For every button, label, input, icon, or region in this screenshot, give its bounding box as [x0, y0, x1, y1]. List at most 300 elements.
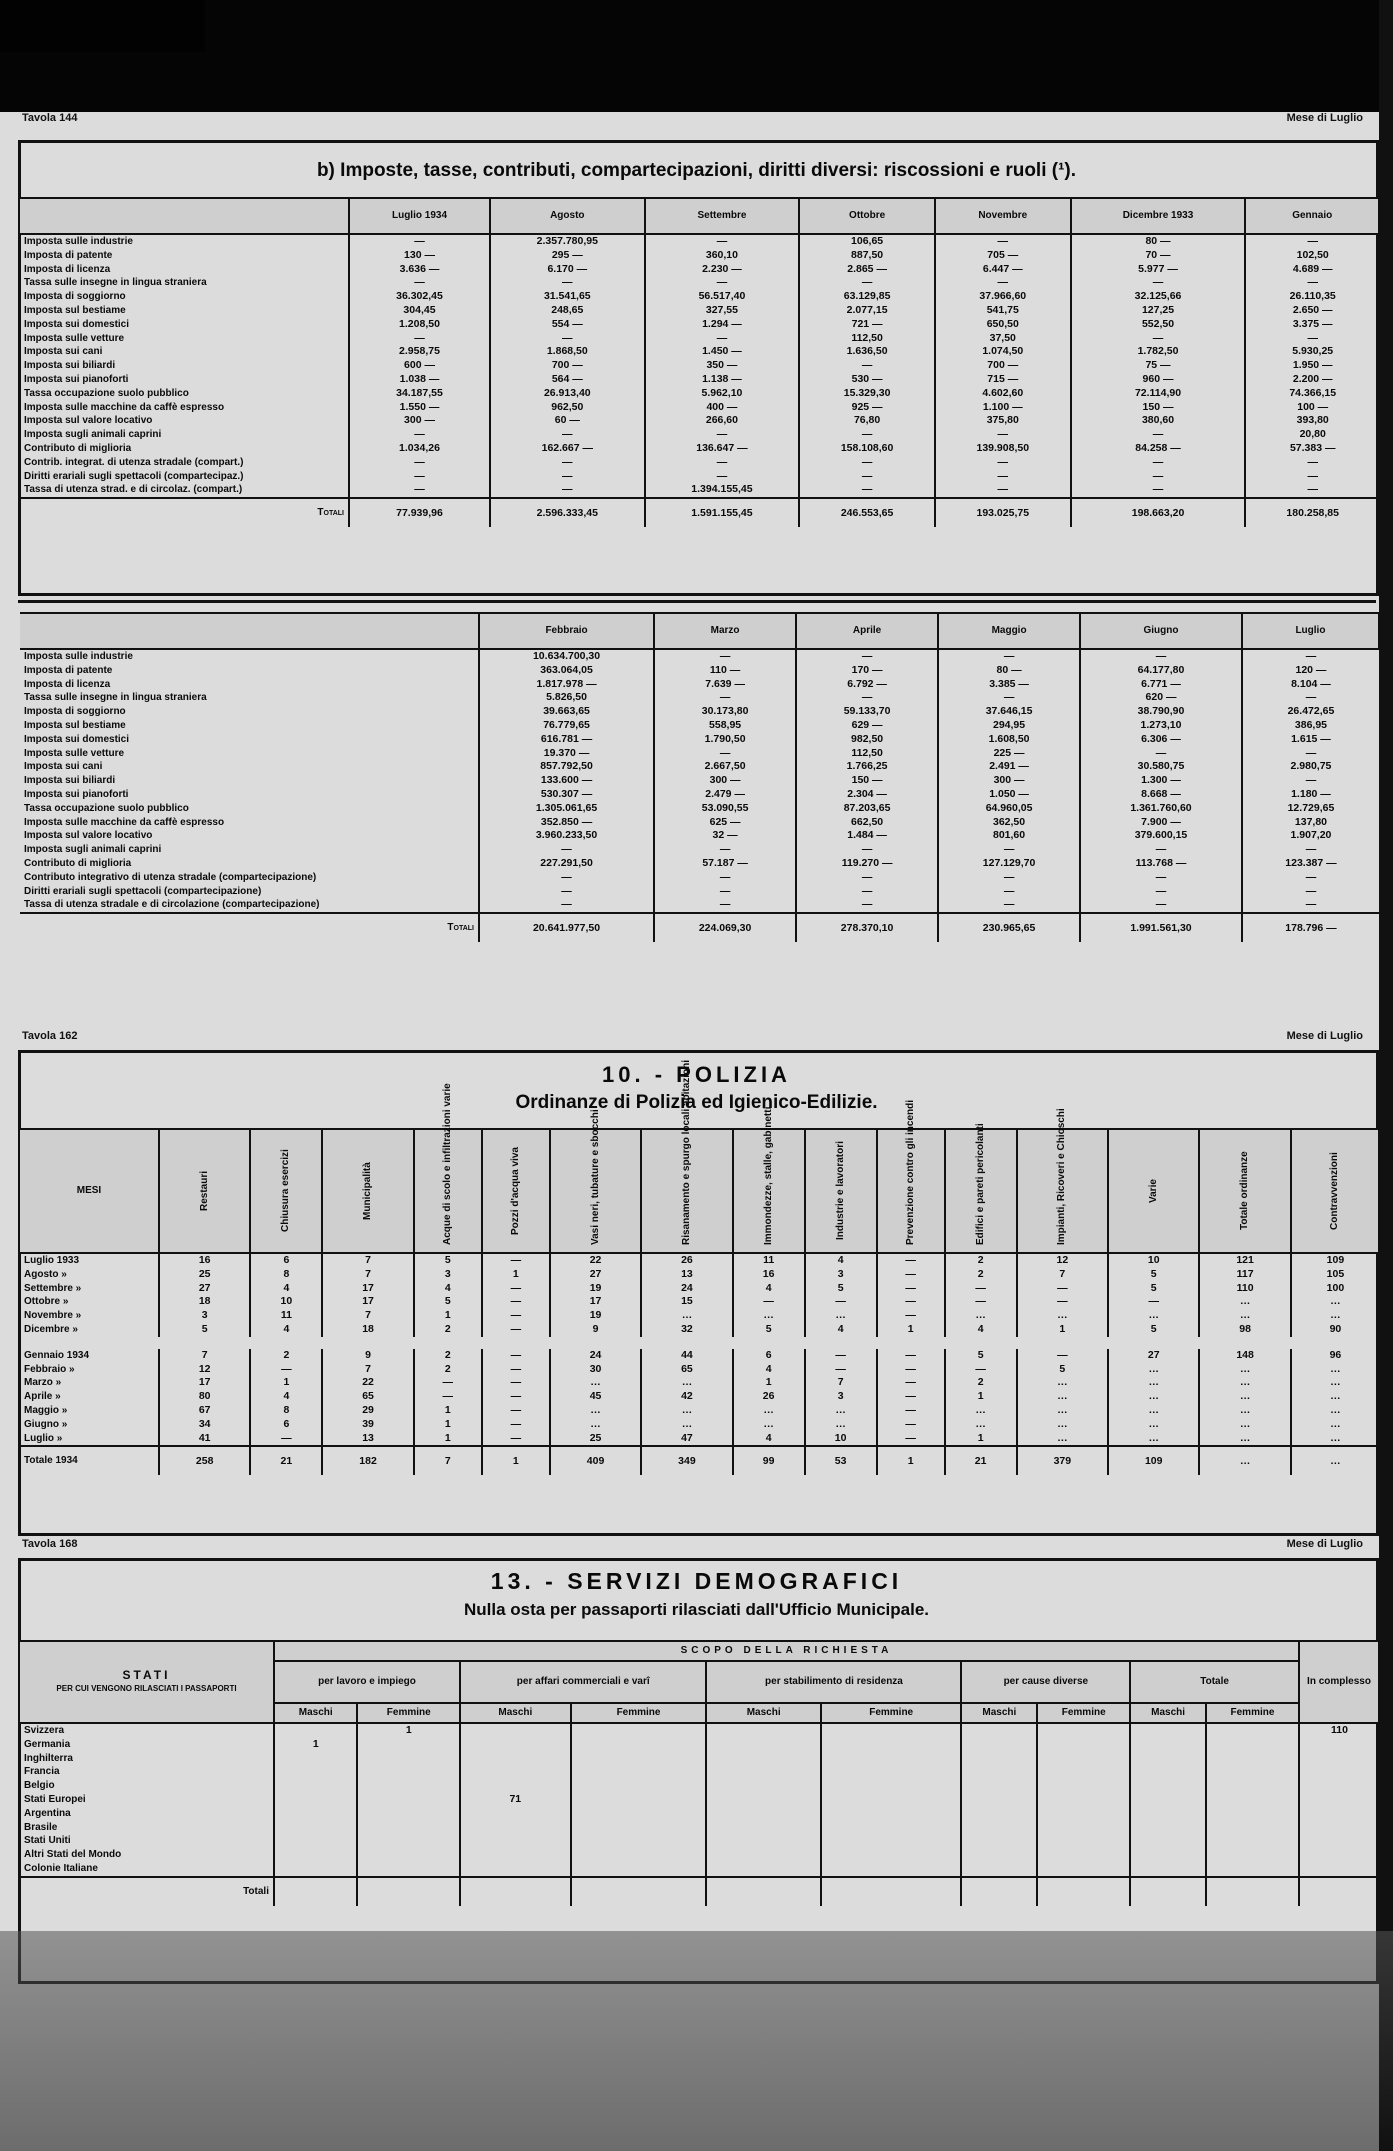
- table-row: [20, 843, 1379, 857]
- cell-value: [1206, 1779, 1299, 1793]
- cell-value: 1: [945, 1390, 1017, 1404]
- cell-value: 2.304 —: [796, 788, 938, 802]
- cell-value: [1206, 1793, 1299, 1807]
- cell-value: [460, 1862, 571, 1877]
- table-row: [20, 774, 1379, 788]
- table-row: [20, 664, 1379, 678]
- cell-value: 37,50: [935, 332, 1071, 346]
- cell-value: [1037, 1834, 1130, 1848]
- table1-col-header: Ottobre: [799, 198, 935, 234]
- cell-value: 47: [641, 1432, 732, 1447]
- cell-value: —: [1242, 885, 1379, 899]
- table-row: [20, 802, 1379, 816]
- polizia-col-label: Municipalità: [362, 1162, 374, 1220]
- cell-value: …: [733, 1418, 805, 1432]
- cell-value: …: [805, 1309, 877, 1323]
- cell-value: 26.913,40: [490, 387, 645, 401]
- cell-value: 44: [641, 1343, 732, 1363]
- total-value: [1299, 1877, 1379, 1906]
- cell-value: —: [1071, 483, 1246, 498]
- cell-value: —: [877, 1363, 945, 1377]
- cell-value: …: [733, 1404, 805, 1418]
- polizia-col-header: [733, 1106, 805, 1253]
- mese-label: Maggio »: [24, 1404, 68, 1416]
- cell-value: 625 —: [654, 816, 796, 830]
- cell-value: [821, 1821, 962, 1835]
- cell-value: —: [877, 1295, 945, 1309]
- row-label: Imposta di licenza: [24, 678, 111, 690]
- cell-value: 2.357.780,95: [490, 234, 645, 249]
- cell-value: 1.950 —: [1245, 359, 1379, 373]
- cell-value: 962,50: [490, 401, 645, 415]
- total-value: 1: [877, 1446, 945, 1475]
- cell-value: 7.900 —: [1080, 816, 1242, 830]
- scopo-group-header: per lavoro e impiego: [274, 1661, 460, 1703]
- cell-value: 227.291,50: [479, 857, 654, 871]
- cell-value: 564 —: [490, 373, 645, 387]
- stato-label: Argentina: [24, 1807, 71, 1819]
- cell-value: …: [1108, 1404, 1199, 1418]
- cell-value: 4: [250, 1390, 322, 1404]
- cell-value: 96: [1291, 1343, 1379, 1363]
- cell-value: 4: [733, 1363, 805, 1377]
- cell-value: [961, 1779, 1037, 1793]
- cell-value: 10: [805, 1432, 877, 1447]
- row-label: Contributo di miglioria: [24, 442, 132, 454]
- sex-subheader: Maschi: [460, 1703, 571, 1723]
- cell-value: [821, 1752, 962, 1766]
- cell-value: 620 —: [1080, 691, 1242, 705]
- total-value: 21: [250, 1446, 322, 1475]
- polizia-col-label: Risanamento e spurgo locali abitazioni: [680, 1059, 692, 1245]
- cell-value: —: [938, 843, 1080, 857]
- totals-row: [20, 498, 1379, 527]
- cell-value: 7: [322, 1268, 413, 1282]
- cell-value: 1: [733, 1376, 805, 1390]
- cell-value: —: [482, 1323, 550, 1343]
- cell-value: 27: [550, 1268, 641, 1282]
- table-row: [20, 1363, 1379, 1377]
- cell-value: 2: [945, 1253, 1017, 1268]
- cell-value: 225 —: [938, 747, 1080, 761]
- total-value: 278.370,10: [796, 913, 938, 942]
- cell-value: —: [796, 898, 938, 913]
- cell-value: [961, 1848, 1037, 1862]
- row-label: Imposta sugli animali caprini: [24, 844, 162, 856]
- cell-value: …: [1108, 1309, 1199, 1323]
- cell-value: 393,80: [1245, 414, 1379, 428]
- cell-value: —: [935, 456, 1071, 470]
- cell-value: 1.608,50: [938, 733, 1080, 747]
- cell-value: —: [945, 1282, 1017, 1296]
- cell-value: 110: [1199, 1282, 1290, 1296]
- cell-value: 17: [550, 1295, 641, 1309]
- cell-value: [460, 1752, 571, 1766]
- total-value: 230.965,65: [938, 913, 1080, 942]
- cell-value: 2.865 —: [799, 263, 935, 277]
- cell-value: —: [877, 1404, 945, 1418]
- table-row: [20, 1738, 1379, 1752]
- cell-value: [1206, 1765, 1299, 1779]
- cell-value: —: [1245, 276, 1379, 290]
- cell-value: —: [877, 1376, 945, 1390]
- cell-value: [1130, 1862, 1206, 1877]
- table2-col-header: Luglio: [1242, 613, 1379, 649]
- cell-value: [460, 1765, 571, 1779]
- cell-value: 1.300 —: [1080, 774, 1242, 788]
- cell-value: 74.366,15: [1245, 387, 1379, 401]
- cell-value: …: [1291, 1432, 1379, 1447]
- scan-corner: [0, 0, 205, 52]
- cell-value: [706, 1807, 820, 1821]
- cell-value: …: [641, 1309, 732, 1323]
- cell-value: 4: [805, 1253, 877, 1268]
- cell-value: [571, 1848, 707, 1862]
- scan-bottom-shadow: [0, 1931, 1393, 2151]
- row-label: Imposta sui pianoforti: [24, 373, 129, 385]
- cell-value: —: [877, 1390, 945, 1404]
- cell-value: 1.766,25: [796, 760, 938, 774]
- stato-label: Francia: [24, 1766, 60, 1778]
- cell-value: 352.850 —: [479, 816, 654, 830]
- cell-value: 558,95: [654, 719, 796, 733]
- total-value: 178.796 —: [1242, 913, 1379, 942]
- rule-between-tables: [18, 600, 1376, 603]
- polizia-col-header: [250, 1129, 322, 1253]
- cell-value: 18: [322, 1323, 413, 1343]
- cell-value: 2.980,75: [1242, 760, 1379, 774]
- cell-value: 113.768 —: [1080, 857, 1242, 871]
- cell-value: [274, 1834, 357, 1848]
- cell-value: [961, 1793, 1037, 1807]
- cell-value: [821, 1807, 962, 1821]
- table-row: [20, 373, 1379, 387]
- cell-value: 1.305.061,65: [479, 802, 654, 816]
- total-value: 224.069,30: [654, 913, 796, 942]
- cell-value: 1.038 —: [349, 373, 490, 387]
- table-row: [20, 816, 1379, 830]
- cell-value: [460, 1848, 571, 1862]
- cell-value: —: [482, 1376, 550, 1390]
- scopo-group-header: per affari commerciali e varî: [460, 1661, 706, 1703]
- stato-label: Germania: [24, 1738, 71, 1750]
- cell-value: 56.517,40: [645, 290, 800, 304]
- cell-value: —: [1242, 691, 1379, 705]
- cell-value: 150 —: [1071, 401, 1246, 415]
- cell-value: 2.491 —: [938, 760, 1080, 774]
- sex-subheader: Femmine: [1206, 1703, 1299, 1723]
- cell-value: 1.034,26: [349, 442, 490, 456]
- cell-value: 27: [1108, 1343, 1199, 1363]
- cell-value: 31.541,65: [490, 290, 645, 304]
- cell-value: 650,50: [935, 318, 1071, 332]
- cell-value: [274, 1848, 357, 1862]
- sex-subheader: Maschi: [706, 1703, 820, 1723]
- cell-value: [821, 1738, 962, 1752]
- cell-value: 1.484 —: [796, 829, 938, 843]
- table-row: [20, 442, 1379, 456]
- cell-value: 4: [733, 1282, 805, 1296]
- cell-value: 9: [550, 1323, 641, 1343]
- total-value: 246.553,65: [799, 498, 935, 527]
- table2-label-header: [20, 613, 479, 649]
- cell-value: …: [1108, 1432, 1199, 1447]
- cell-value: —: [654, 885, 796, 899]
- cell-value: [961, 1862, 1037, 1877]
- mese-label: Novembre »: [24, 1310, 82, 1322]
- cell-value: 304,45: [349, 304, 490, 318]
- cell-value: 112,50: [796, 747, 938, 761]
- cell-value: 700 —: [490, 359, 645, 373]
- cell-value: [1130, 1765, 1206, 1779]
- cell-value: 30: [550, 1363, 641, 1377]
- polizia-col-label: Restauri: [198, 1171, 210, 1212]
- table-row: [20, 1309, 1379, 1323]
- cell-value: 6: [250, 1253, 322, 1268]
- cell-value: 2.650 —: [1245, 304, 1379, 318]
- cell-value: —: [414, 1390, 482, 1404]
- mese-label: Luglio »: [24, 1432, 63, 1444]
- polizia-col-label: Immondezze, stalle, gabinetti: [762, 1106, 774, 1245]
- cell-value: —: [1071, 428, 1246, 442]
- cell-value: 26: [733, 1390, 805, 1404]
- cell-value: 19.370 —: [479, 747, 654, 761]
- cell-value: [821, 1765, 962, 1779]
- cell-value: 11: [733, 1253, 805, 1268]
- polizia-col-header: [1199, 1129, 1290, 1253]
- cell-value: —: [490, 428, 645, 442]
- cell-value: —: [877, 1253, 945, 1268]
- polizia-col-label: Industrie e lavoratori: [834, 1141, 846, 1241]
- cell-value: [274, 1821, 357, 1835]
- cell-value: 137,80: [1242, 816, 1379, 830]
- table1-col-header: Dicembre 1933: [1071, 198, 1246, 234]
- cell-value: 119.270 —: [796, 857, 938, 871]
- cell-value: —: [938, 885, 1080, 899]
- cell-value: —: [1071, 470, 1246, 484]
- mese-label: Settembre »: [24, 1282, 82, 1294]
- cell-value: [1037, 1793, 1130, 1807]
- cell-value: —: [349, 470, 490, 484]
- cell-value: 63.129,85: [799, 290, 935, 304]
- cell-value: 2: [945, 1268, 1017, 1282]
- table-row: [20, 649, 1379, 664]
- cell-value: [1299, 1738, 1379, 1752]
- cell-value: [706, 1848, 820, 1862]
- cell-value: 13: [641, 1268, 732, 1282]
- cell-value: 4: [945, 1323, 1017, 1343]
- cell-value: 29: [322, 1404, 413, 1418]
- cell-value: —: [877, 1418, 945, 1432]
- table-row: [20, 1343, 1379, 1363]
- cell-value: …: [733, 1309, 805, 1323]
- cell-value: —: [877, 1268, 945, 1282]
- cell-value: 300 —: [349, 414, 490, 428]
- cell-value: 39: [322, 1418, 413, 1432]
- totals-label: Totali: [20, 1877, 274, 1906]
- cell-value: …: [1017, 1376, 1108, 1390]
- cell-value: —: [1108, 1295, 1199, 1309]
- cell-value: 1.294 —: [645, 318, 800, 332]
- row-label: Tassa sulle insegne in lingua straniera: [24, 277, 207, 289]
- total-value: 1: [482, 1446, 550, 1475]
- cell-value: —: [479, 885, 654, 899]
- cell-value: …: [550, 1376, 641, 1390]
- cell-value: 84.258 —: [1071, 442, 1246, 456]
- row-label: Imposta sul bestiame: [24, 304, 126, 316]
- polizia-col-label: Prevenzione contro gli incendi: [904, 1099, 916, 1245]
- cell-value: 5: [414, 1295, 482, 1309]
- cell-value: —: [654, 871, 796, 885]
- cell-value: —: [349, 276, 490, 290]
- cell-value: 2: [414, 1323, 482, 1343]
- total-value: 182: [322, 1446, 413, 1475]
- cell-value: 139.908,50: [935, 442, 1071, 456]
- cell-value: —: [1080, 871, 1242, 885]
- cell-value: 350 —: [645, 359, 800, 373]
- row-label: Contributo integrativo di utenza stradale (compartecipazione): [24, 871, 317, 883]
- cell-value: —: [1242, 871, 1379, 885]
- cell-value: 1: [482, 1268, 550, 1282]
- cell-value: 5: [1108, 1323, 1199, 1343]
- cell-value: 53.090,55: [654, 802, 796, 816]
- cell-value: …: [1199, 1295, 1290, 1309]
- row-label: Tassa di utenza strad. e di circolaz. (compart.): [24, 484, 243, 496]
- cell-value: 24: [550, 1343, 641, 1363]
- total-value: [571, 1877, 707, 1906]
- table-row: [20, 359, 1379, 373]
- mese-label-168: Mese di Luglio: [1286, 1538, 1363, 1550]
- cell-value: 600 —: [349, 359, 490, 373]
- cell-value: [1130, 1793, 1206, 1807]
- cell-value: [460, 1834, 571, 1848]
- polizia-col-label: Impianti, Ricoveri e Chioschi: [1056, 1108, 1068, 1245]
- cell-value: 7: [322, 1253, 413, 1268]
- complesso-header: In complesso: [1299, 1641, 1379, 1723]
- cell-value: [274, 1779, 357, 1793]
- total-value: [357, 1877, 460, 1906]
- cell-value: [1206, 1834, 1299, 1848]
- cell-value: [961, 1821, 1037, 1835]
- table-row: [20, 691, 1379, 705]
- table-row: [20, 1834, 1379, 1848]
- cell-value: 32.125,66: [1071, 290, 1246, 304]
- totals-row: [20, 1446, 1379, 1475]
- cell-value: 2.200 —: [1245, 373, 1379, 387]
- table1-col-header: Settembre: [645, 198, 800, 234]
- cell-value: —: [877, 1343, 945, 1363]
- total-value: 198.663,20: [1071, 498, 1246, 527]
- polizia-col-label: Varie: [1147, 1179, 1159, 1203]
- cell-value: 65: [641, 1363, 732, 1377]
- table-row: [20, 263, 1379, 277]
- cell-value: …: [1017, 1418, 1108, 1432]
- cell-value: 158.108,60: [799, 442, 935, 456]
- cell-value: 1.100 —: [935, 401, 1071, 415]
- cell-value: 65: [322, 1390, 413, 1404]
- cell-value: 7: [805, 1376, 877, 1390]
- row-label: Imposta sul bestiame: [24, 719, 126, 731]
- cell-value: —: [482, 1343, 550, 1363]
- cell-value: —: [935, 428, 1071, 442]
- table2-header: [20, 613, 1379, 649]
- cell-value: [1299, 1848, 1379, 1862]
- cell-value: …: [805, 1404, 877, 1418]
- cell-value: [357, 1807, 460, 1821]
- cell-value: [1299, 1834, 1379, 1848]
- table-row: [20, 1432, 1379, 1447]
- cell-value: 34.187,55: [349, 387, 490, 401]
- cell-value: 102,50: [1245, 249, 1379, 263]
- scopo-group-header: Totale: [1130, 1661, 1299, 1703]
- sex-subheader: Femmine: [357, 1703, 460, 1723]
- cell-value: 7: [159, 1343, 250, 1363]
- cell-value: 150 —: [796, 774, 938, 788]
- row-label: Imposta sui pianoforti: [24, 788, 129, 800]
- table-imposte-2: [20, 612, 1380, 942]
- cell-value: 80: [159, 1390, 250, 1404]
- row-label: Imposta di licenza: [24, 263, 111, 275]
- stato-label: Altri Stati del Mondo: [24, 1849, 122, 1861]
- cell-value: 887,50: [799, 249, 935, 263]
- cell-value: 11: [250, 1309, 322, 1323]
- cell-value: 17: [159, 1376, 250, 1390]
- cell-value: 5.962,10: [645, 387, 800, 401]
- cell-value: 925 —: [799, 401, 935, 415]
- total-value: [1206, 1877, 1299, 1906]
- total-value: [961, 1877, 1037, 1906]
- cell-value: 7.639 —: [654, 678, 796, 692]
- cell-value: 300 —: [938, 774, 1080, 788]
- table-row: [20, 1323, 1379, 1343]
- table-row: [20, 1295, 1379, 1309]
- cell-value: 2.958,75: [349, 345, 490, 359]
- cell-value: [1206, 1752, 1299, 1766]
- scopo-group-header: per cause diverse: [961, 1661, 1130, 1703]
- cell-value: 4: [805, 1323, 877, 1343]
- cell-value: —: [482, 1295, 550, 1309]
- cell-value: 375,80: [935, 414, 1071, 428]
- cell-value: —: [805, 1295, 877, 1309]
- table-row: [20, 705, 1379, 719]
- cell-value: [571, 1765, 707, 1779]
- cell-value: …: [1108, 1363, 1199, 1377]
- cell-value: —: [490, 332, 645, 346]
- row-label: Imposta sugli animali caprini: [24, 429, 162, 441]
- cell-value: [571, 1807, 707, 1821]
- cell-value: 10.634.700,30: [479, 649, 654, 664]
- table-row: [20, 414, 1379, 428]
- cell-value: 705 —: [935, 249, 1071, 263]
- cell-value: —: [938, 871, 1080, 885]
- cell-value: …: [945, 1309, 1017, 1323]
- section-13-title: 13. - SERVIZI DEMOGRAFICI: [490, 1568, 903, 1594]
- table4-header-row1: [20, 1641, 1379, 1661]
- total-value: 2.596.333,45: [490, 498, 645, 527]
- stati-title: STATI: [122, 1668, 171, 1682]
- cell-value: [571, 1779, 707, 1793]
- cell-value: [1037, 1807, 1130, 1821]
- mese-label: Aprile »: [24, 1391, 61, 1403]
- cell-value: —: [799, 428, 935, 442]
- cell-value: 80 —: [1071, 234, 1246, 249]
- cell-value: 170 —: [796, 664, 938, 678]
- cell-value: 1.273,10: [1080, 719, 1242, 733]
- cell-value: 10: [250, 1295, 322, 1309]
- total-value: 21: [945, 1446, 1017, 1475]
- mese-label: Marzo »: [24, 1377, 62, 1389]
- mese-label-162: Mese di Luglio: [1286, 1030, 1363, 1042]
